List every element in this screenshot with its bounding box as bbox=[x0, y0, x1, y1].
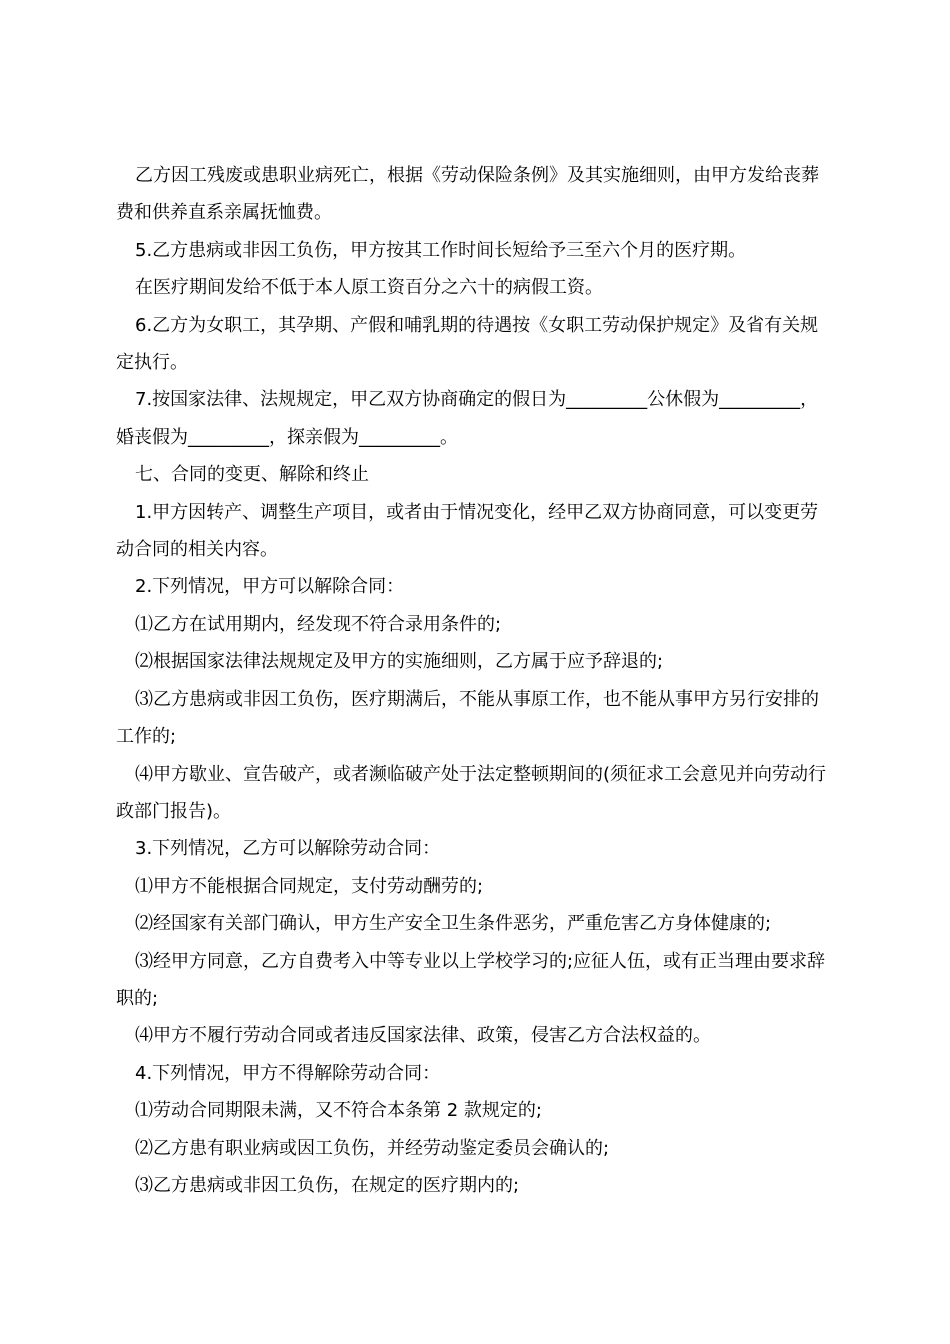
paragraph-change-3-1: ⑴甲方不能根据合同规定，支付劳动酬劳的; bbox=[135, 875, 484, 897]
paragraph-change-4-2: ⑵乙方患有职业病或因工负伤，并经劳动鉴定委员会确认的; bbox=[135, 1137, 610, 1159]
contract-body bbox=[116, 157, 836, 1204]
paragraph-change-2: 2.下列情况，甲方可以解除合同： bbox=[135, 576, 405, 598]
paragraph-change-4-1: ⑴劳动合同期限未满，又不符合本条第 2 款规定的; bbox=[135, 1100, 542, 1122]
paragraph-change-3: 3.下列情况，乙方可以解除劳动合同： bbox=[135, 838, 441, 860]
paragraph-change-2-1: ⑴乙方在试用期内，经发现不符合录用条件的; bbox=[135, 613, 502, 635]
paragraph-item-7: 7.按国家法律、法规规定，甲乙双方协商确定的假日为_________公休假为_________，婚丧假为_________，探亲假为_________。 bbox=[116, 389, 819, 448]
paragraph-item-5: 5.乙方患病或非因工负伤，甲方按其工作时间长短给予三至六个月的医疗期。 bbox=[135, 239, 747, 261]
paragraph-sick-pay: 在医疗期间发给不低于本人原工资百分之六十的病假工资。 bbox=[135, 277, 603, 299]
paragraph-change-2-4: ⑷甲方歇业、宣告破产，或者濒临破产处于法定整顿期间的(须征求工会意见并向劳动行政部门报告)。 bbox=[116, 763, 827, 822]
paragraph-funeral-compensation: 乙方因工残废或患职业病死亡，根据《劳动保险条例》及其实施细则，由甲方发给丧葬费和供养直系亲属抚恤费。 bbox=[116, 165, 819, 224]
paragraph-change-2-2: ⑵根据国家法律法规规定及甲方的实施细则，乙方属于应予辞退的; bbox=[135, 651, 664, 673]
paragraph-change-4-3: ⑶乙方患病或非因工负伤，在规定的医疗期内的; bbox=[135, 1174, 520, 1196]
paragraph-change-3-4: ⑷甲方不履行劳动合同或者违反国家法律、政策，侵害乙方合法权益的。 bbox=[135, 1025, 711, 1047]
paragraph-change-3-3: ⑶经甲方同意，乙方自费考入中等专业以上学校学习的;应征人伍，或有正当理由要求辞职的; bbox=[116, 950, 826, 1009]
paragraph-change-1: 1.甲方因转产、调整生产项目，或者由于情况变化，经甲乙双方协商同意，可以变更劳动合同的相关内容。 bbox=[116, 501, 819, 561]
paragraph-change-2-3: ⑶乙方患病或非因工负伤，医疗期满后，不能从事原工作，也不能从事甲方另行安排的工作的; bbox=[116, 688, 819, 748]
section-heading-7: 七、合同的变更、解除和终止 bbox=[135, 464, 369, 486]
paragraph-change-4: 4.下列情况，甲方不得解除劳动合同： bbox=[135, 1062, 441, 1084]
paragraph-change-3-2: ⑵经国家有关部门确认，甲方生产安全卫生条件恶劣，严重危害乙方身体健康的; bbox=[135, 913, 772, 935]
paragraph-item-6: 6.乙方为女职工，其孕期、产假和哺乳期的待遇按《女职工劳动保护规定》及省有关规定执行。 bbox=[116, 314, 819, 374]
